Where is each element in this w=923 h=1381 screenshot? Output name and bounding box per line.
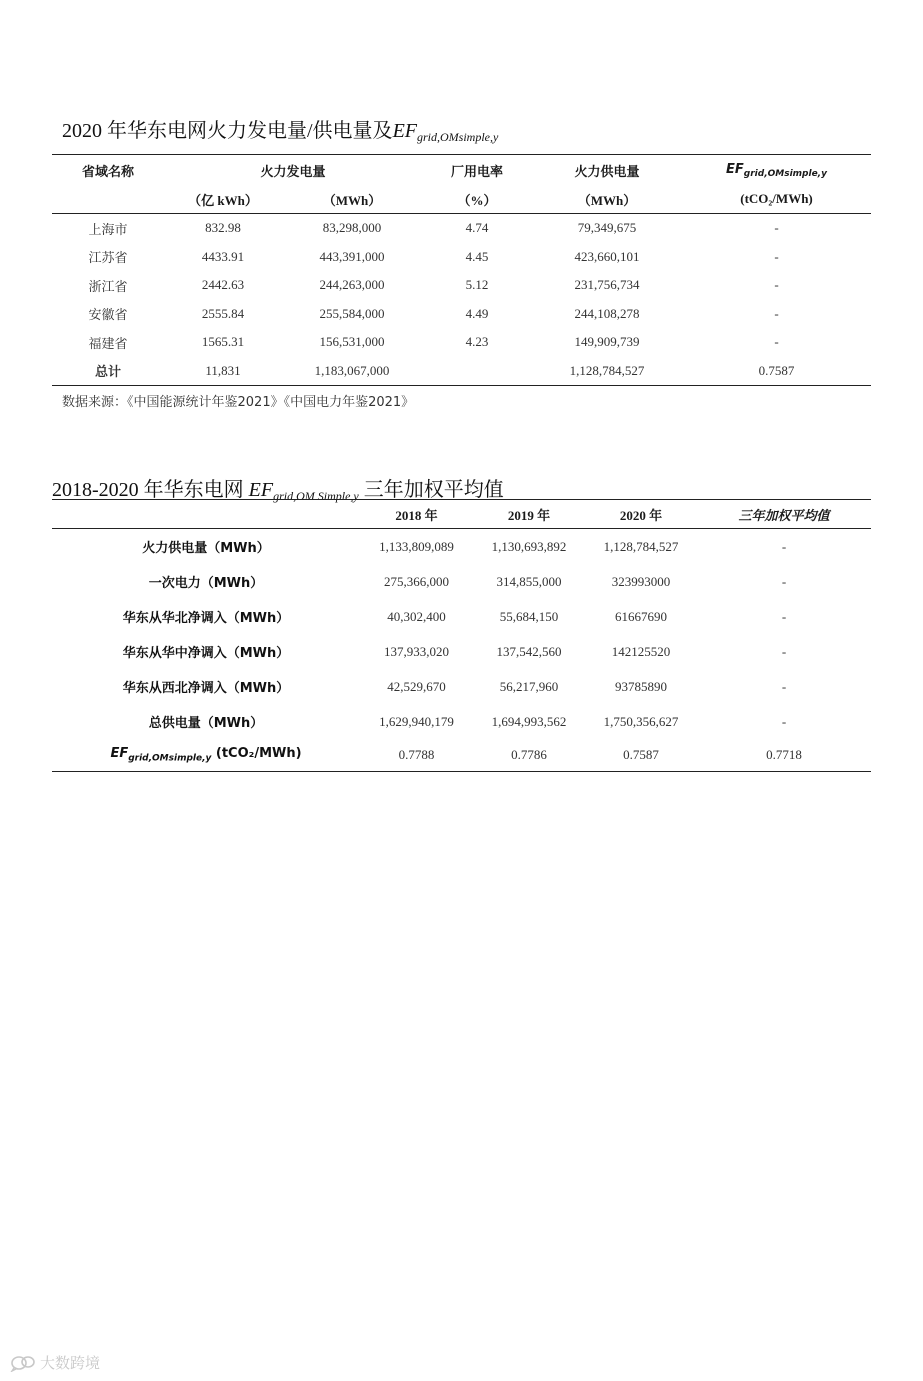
ef-row: $EF_{grid,OMsimple,y}$ (tCO₂/MWh) 0.7788 0.7786 0.7587 0.7718 [110,746,802,764]
weighted-average-table [52,499,871,772]
supply-header: 火力供电量 [574,164,640,180]
table-row: 华东从华北净调入（MWh） 40,302,400 55,684,150 61667690 - [122,608,787,626]
table-header-row [52,155,871,186]
data-source-note: 数据来源：《中国能源统计年鉴2021》《中国电力年鉴2021》 [62,395,415,410]
year-2018-header: 2018 年 [360,500,473,529]
ef-unit-header: (tCO₂/MWh) [682,185,871,214]
table-total-row: 总计 11,831 1,183,067,000 1,128,784,527 0.7587 [94,362,795,381]
table-row: 江苏省 4433.91 443,391,000 4.45 423,660,101 - [88,248,779,267]
ef-header: $EF_{grid,OMsimple,y}$ [726,161,827,179]
table-row: 华东从华中净调入（MWh） 137,933,020 137,542,560 142125520 - [122,643,787,661]
province-thermal-table [52,154,871,386]
table-unit-row [52,185,871,214]
table1-title: 2020 年华东电网火力发电量/供电量及$EF_{grid,OMsimple,y}$ [62,120,499,144]
table-row: 上海市 832.98 83,298,000 4.74 79,349,675 - [88,220,779,238]
table-row: 福建省 1565.31 156,531,000 4.23 149,909,739 - [88,334,779,352]
table-row: 华东从西北净调入（MWh） 42,529,670 56,217,960 93785890 - [122,678,787,696]
table-row: 一次电力（MWh） 275,366,000 314,855,000 323993000 - [148,573,787,591]
generation-header: 火力发电量 [260,164,326,180]
self-use-rate-header: 厂用电率 [450,164,503,180]
table-row: 火力供电量（MWh） 1,133,809,089 1,130,693,892 1,128,784,527 - [142,538,787,556]
table2-title: 2018-2020 年华东电网 $EF_{grid,OM Simple,y}$ 三年加权平均值 [52,479,504,503]
table-row: 总供电量（MWh） 1,629,940,179 1,694,993,562 1,750,356,627 - [148,713,787,731]
self-use-unit-header: （%） [422,185,532,214]
year-2020-header: 2020 年 [585,500,697,529]
table-row: 浙江省 2442.63 244,263,000 5.12 231,756,734 - [88,277,779,295]
province-header: 省域名称 [81,164,134,180]
gen-unit-yi-header: （亿 kWh） [164,185,282,214]
year-2019-header: 2019 年 [473,500,585,529]
chat-bubble-logo-icon [10,1354,36,1372]
watermark-text: 大数跨境 [40,1354,101,1372]
weighted-average-header: 三年加权平均值 [697,500,871,529]
table-row: 安徽省 2555.84 255,584,000 4.49 244,108,278 - [88,305,779,324]
gen-unit-mwh-header: （MWh） [282,185,422,214]
supply-unit-header: （MWh） [532,185,682,214]
table-header-row [52,500,871,529]
watermark [10,1352,100,1373]
